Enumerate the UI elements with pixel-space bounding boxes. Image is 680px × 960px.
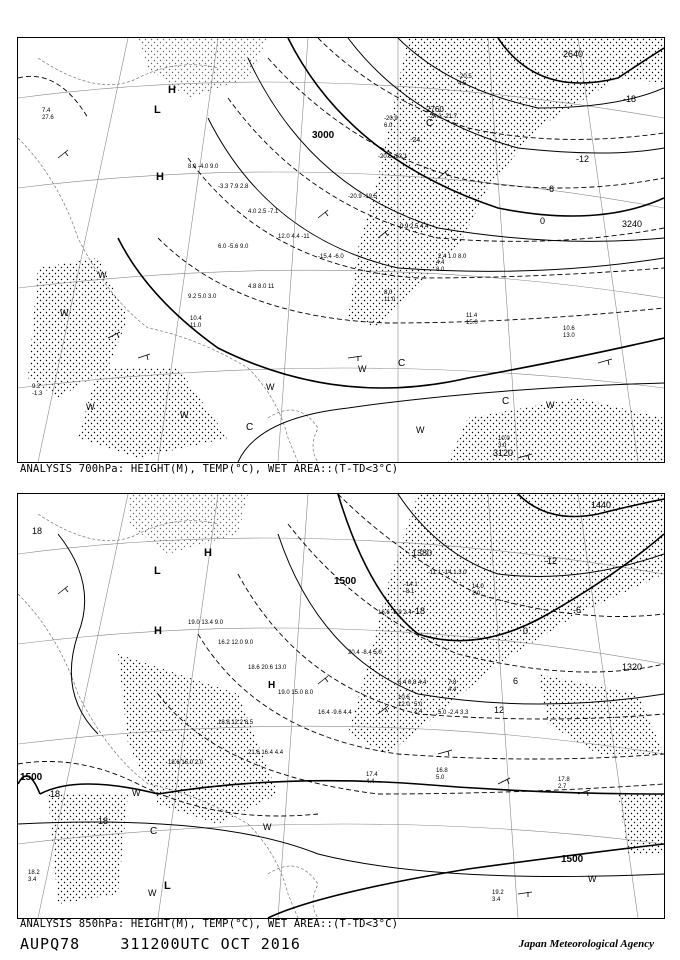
height-label: 3000 [312,130,335,141]
station-dewpoint: 5.0 [436,775,445,781]
low-symbol: L [164,880,171,892]
chart-700hpa-map [18,38,664,462]
station-temp: 10.4 [190,316,202,322]
height-label: 2760 [426,105,444,114]
high-symbol: H [268,680,276,691]
svg-text:12.0 4.4 -11: 12.0 4.4 -11 [278,234,310,240]
svg-text:16.6 -5.9 2.4: 16.6 -5.9 2.4 [378,610,412,616]
warm-symbol: W [148,888,157,898]
height-label: 1380 [412,548,433,558]
high-symbol: H [156,171,164,183]
high-symbol: H [168,84,176,96]
warm-symbol: W [266,382,275,392]
station-dewpoint: 3.4 [492,897,501,903]
chart-850hpa [17,493,665,919]
svg-text:16.2 12.0 9.0: 16.2 12.0 9.0 [218,640,254,646]
svg-text:19.0 13.4 9.0: 19.0 13.4 9.0 [188,620,224,626]
svg-text:-20.5 -23.1: -20.5 -23.1 [378,154,408,160]
station-dewpoint: 4.5 [458,81,467,87]
temperature-label: -24 [410,137,421,144]
svg-text:21.6 16.4 4.4: 21.6 16.4 4.4 [248,750,284,756]
station-temp: 19.2 [492,890,504,896]
station-temp: -20.5 [458,74,472,80]
station-dewpoint: 12.0 [398,702,410,708]
station-dewpoint: 4.4 [366,779,375,785]
warm-symbol: W [546,400,555,410]
svg-text:-15.4 -6.0: -15.4 -6.0 [318,254,344,260]
station-dewpoint: 2.7 [558,784,567,790]
temperature-label: 6 [513,676,519,686]
svg-text:-0.9 2.5 4.4: -0.9 2.5 4.4 [398,224,429,230]
svg-text:9.2 5.0 3.0: 9.2 5.0 3.0 [188,294,217,300]
valid-time: 311200UTC OCT 2016 [120,935,301,953]
high-symbol: H [204,547,212,559]
temperature-label: -6 [546,184,555,194]
station-temp: 14.0 [472,584,484,590]
temperature-label: -12 [576,154,590,164]
low-symbol: L [154,104,161,116]
temperature-label: 18 [50,789,61,799]
temperature-label: 18 [98,816,109,826]
cold-symbol: C [150,826,158,837]
wet-areas [48,494,664,904]
cold-symbol: C [398,358,406,369]
station-dewpoint: 3.4 [28,877,37,883]
svg-text:2.4 1.0 8.0: 2.4 1.0 8.0 [438,254,467,260]
svg-text:8.0 -4.0 9.0: 8.0 -4.0 9.0 [188,164,219,170]
station-temp: -20.9 [384,116,398,122]
temperature-label: 18 [32,526,43,536]
svg-text:-3.3 7.9 2.8: -3.3 7.9 2.8 [218,184,249,190]
station-temp: -14.1 [404,582,418,588]
station-dewpoint: 27.6 [42,115,54,121]
temperature-label: -18 [412,606,426,616]
height-label: 3120 [493,448,514,458]
station-dewpoint: 2.0 [472,591,481,597]
station-dewpoint: 11.0 [384,297,396,303]
svg-text:4.0 2.5 -7.1: 4.0 2.5 -7.1 [248,209,279,215]
svg-text:-20.9 -19.5: -20.9 -19.5 [348,194,378,200]
warm-symbol: W [358,364,367,374]
svg-text:-24.3 -21.7: -24.3 -21.7 [428,114,458,120]
warm-symbol: W [416,425,425,435]
wet-areas [28,38,664,462]
height-label: 2640 [563,49,584,59]
svg-text:18.6 16.0 2.0: 18.6 16.0 2.0 [168,760,204,766]
height-label: 3240 [622,219,643,229]
station-temp: 17.8 [558,777,570,783]
station-temp: 7.8 [448,680,457,686]
warm-symbol: W [98,270,107,280]
station-temp: 18.2 [28,870,40,876]
station-temp: 4.4 [436,260,445,266]
station-temp: 10.6 [563,326,575,332]
station-temp: 16.8 [436,768,448,774]
station-dewpoint: -1.3 [32,391,43,397]
cold-symbol: C [502,396,510,407]
low-symbol: L [154,565,161,577]
station-dewpoint: 2.4 [414,709,423,715]
station-dewpoint: 13.0 [563,333,575,339]
svg-text:19.0 15.0 8.0: 19.0 15.0 8.0 [278,690,314,696]
station-temp: 10.0 [498,436,510,442]
station-temp: 17.4 [366,772,378,778]
temperature-label: -6 [573,605,582,615]
cold-symbol: C [426,118,434,129]
height-label: 1500 [334,576,357,587]
warm-symbol: W [588,874,597,884]
svg-text:18.6 20.6 13.0: 18.6 20.6 13.0 [248,665,287,671]
height-label: 1320 [622,662,643,672]
warm-symbol: W [60,308,69,318]
svg-text:5.0 -2.4 3.3: 5.0 -2.4 3.3 [438,710,469,716]
temperature-label: 0 [540,216,546,226]
temperature-label: 12 [494,705,505,715]
station-dewpoint: -8.1 [404,589,415,595]
height-label: 1500 [561,854,584,865]
station-temp: 10.6 [398,695,410,701]
svg-text:-11.1 -14.1 3.0: -11.1 -14.1 3.0 [428,570,467,576]
cold-symbol: C [246,422,254,433]
station-dewpoint: 3.0 [498,443,507,449]
svg-text:16.4 -9.6 4.4: 16.4 -9.6 4.4 [318,710,352,716]
svg-text:6.4 0.8 4.4: 6.4 0.8 4.4 [398,680,427,686]
temperature-label: 0 [523,626,529,636]
height-label: 1440 [591,500,612,510]
station-dewpoint: 4.4 [448,687,457,693]
station-temp: 7.4 [42,108,51,114]
caption-850hpa: ANALYSIS 850hPa: HEIGHT(M), TEMP(°C), WET AREA::(T-TD<3°C) [20,918,399,930]
station-temp: 8.0 [384,290,393,296]
chart-identifier [20,935,301,953]
high-symbol: H [154,625,162,637]
station-dewpoint: 15.0 [466,320,478,326]
bulletin-code: AUPQ78 [20,935,81,953]
station-dewpoint: 6.0 [384,123,393,129]
station-temp: 9.2 [32,384,41,390]
station-dewpoint: 8.0 [436,267,445,273]
warm-symbol: W [132,788,141,798]
agency-name: Japan Meteorological Agency [518,938,654,950]
temperature-label: -12 [544,556,558,566]
svg-text:20.4 -8.4 5.0: 20.4 -8.4 5.0 [348,650,382,656]
warm-symbol: W [263,822,272,832]
chart-850hpa-map [18,494,664,918]
svg-text:6.0 -5.6 9.0: 6.0 -5.6 9.0 [218,244,249,250]
chart-700hpa [17,37,665,463]
station-dewpoint: 11.0 [190,323,202,329]
svg-text:18.8 12.2 8.5: 18.8 12.2 8.5 [218,720,254,726]
warm-symbol: W [180,410,189,420]
height-label: 1500 [20,772,43,783]
svg-text:4.8 8.0 11: 4.8 8.0 11 [248,284,275,290]
station-temp: 11.4 [466,313,478,319]
caption-700hpa: ANALYSIS 700hPa: HEIGHT(M), TEMP(°C), WET AREA::(T-TD<3°C) [20,463,399,475]
temperature-label: -18 [623,94,637,104]
station-temp: 5.0 [414,702,423,708]
warm-symbol: W [86,402,95,412]
